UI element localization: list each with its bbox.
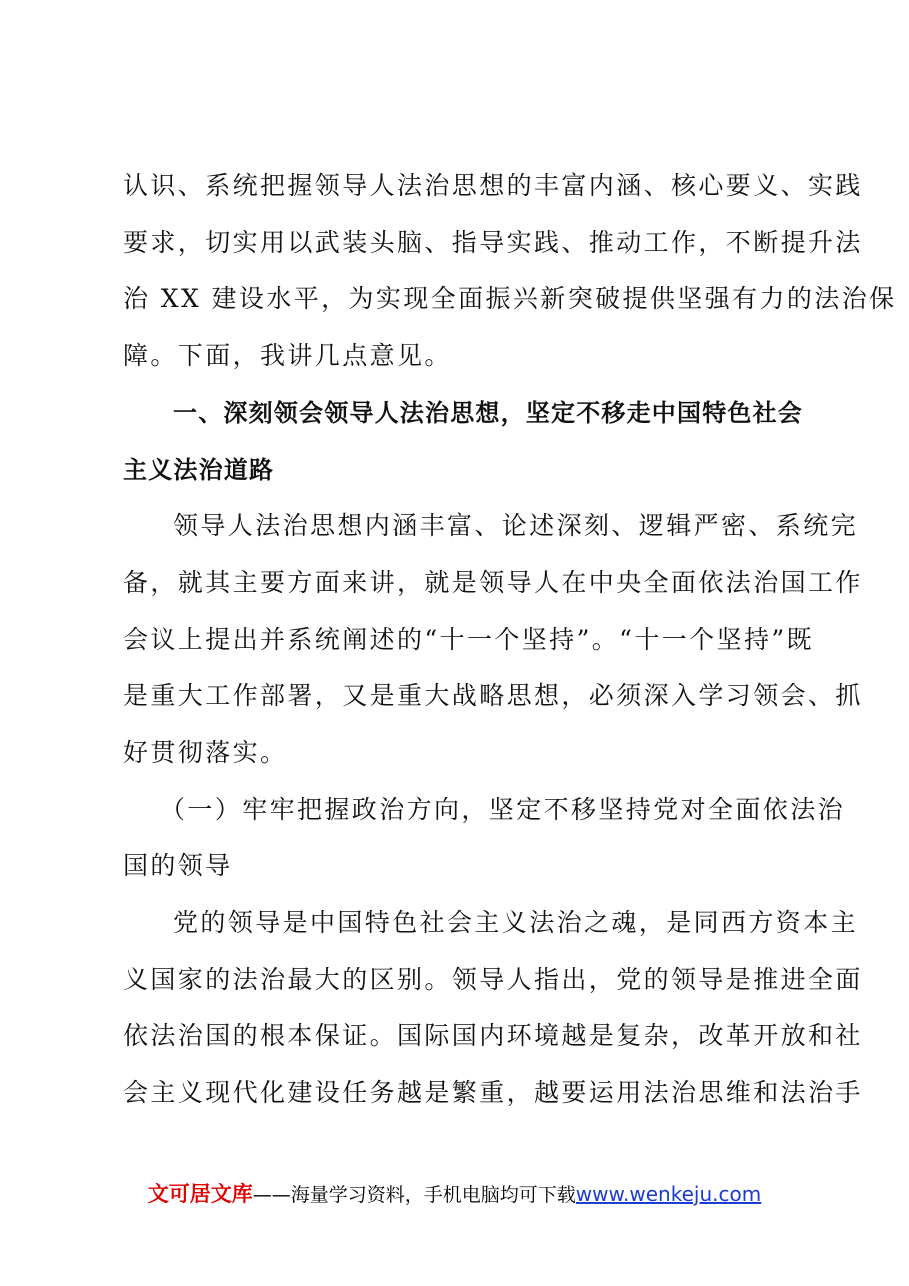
body-text-line: 会议上提出并系统阐述的“十一个坚持”。“十一个坚持”既 (123, 625, 814, 654)
page-footer (0, 1181, 909, 1208)
footer-link[interactable]: www.wenkeju.com (575, 1182, 762, 1206)
body-text-line: 认识、系统把握领导人法治思想的丰富内涵、核心要义、实践 (123, 171, 863, 200)
body-text-line: 党的领导是中国特色社会主义法治之魂，是同西方资本主 (173, 908, 859, 937)
body-text-line: 是重大工作部署，又是重大战略思想，必须深入学习领会、抓 (123, 681, 863, 710)
body-text-line: 要求，切实用以武装头脑、指导实践、推动工作，不断提升法 (123, 228, 863, 257)
body-text-line: 备，就其主要方面来讲，就是领导人在中央全面依法治国工作 (123, 568, 863, 597)
subsection-heading: 国的领导 (123, 851, 233, 880)
body-text-line: 依法治国的根本保证。国际国内环境越是复杂，改革开放和社 (123, 1021, 863, 1050)
body-text-line: 好贯彻落实。 (123, 738, 288, 767)
body-text-line: 障。下面，我讲几点意见。 (123, 341, 452, 370)
footer-brand: 文可居文库 (147, 1182, 253, 1206)
section-heading: 一、深刻领会领导人法治思想，坚定不移走中国特色社会 (173, 399, 803, 427)
section-heading: 主义法治道路 (123, 456, 275, 484)
subsection-heading: （一）牢牢把握政治方向，坚定不移坚持党对全面依法治 (160, 795, 846, 824)
body-text-line: 义国家的法治最大的区别。领导人指出，党的领导是推进全面 (123, 965, 863, 994)
body-text-line: 治 XX 建设水平，为实现全面振兴新突破提供坚强有力的法治保 (123, 284, 897, 313)
body-text-line: 领导人法治思想内涵丰富、论述深刻、逻辑严密、系统完 (173, 511, 859, 540)
body-text-line: 会主义现代化建设任务越是繁重，越要运用法治思维和法治手 (123, 1078, 863, 1107)
footer-slogan: ——海量学习资料，手机电脑均可下载 (252, 1184, 576, 1206)
